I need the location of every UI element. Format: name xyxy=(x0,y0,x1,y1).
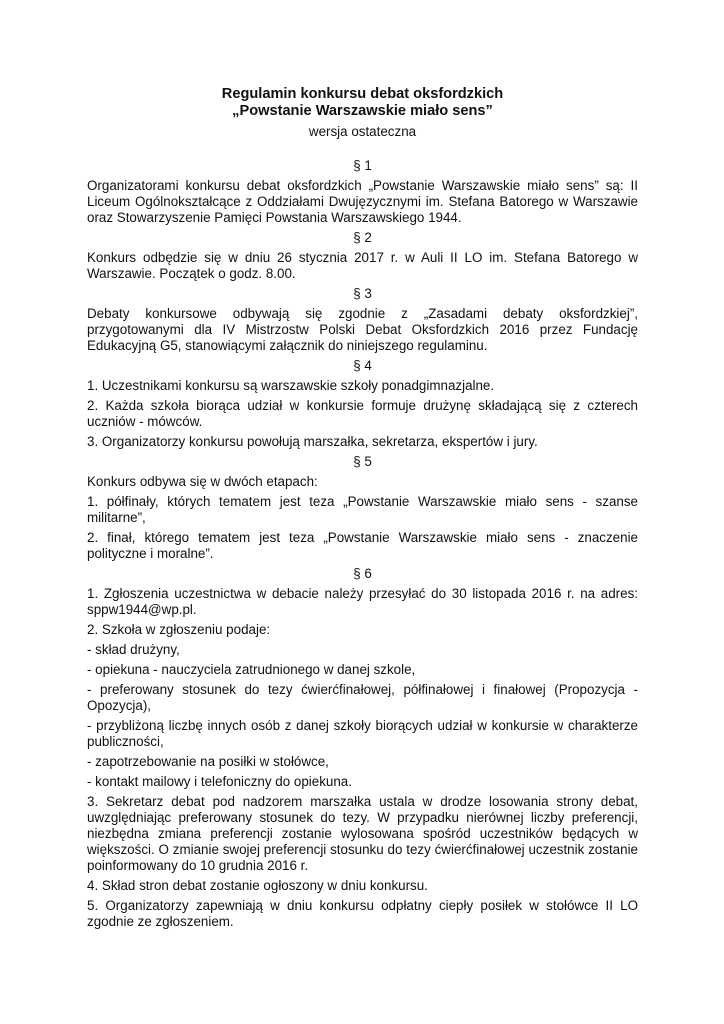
section-heading-6: § 6 xyxy=(353,566,372,581)
section-6-bullet-team: - skład drużyny, xyxy=(87,642,180,657)
section-6-bullet-contact: - kontakt mailowy i telefoniczny do opiekuna. xyxy=(87,774,352,789)
section-heading-2: § 2 xyxy=(353,230,372,245)
section-heading-1: § 1 xyxy=(353,158,372,173)
section-2-paragraph: Konkurs odbędzie się w dniu 26 stycznia 2017 r. w Auli II LO im. Stefana Batorego w Warszawie. Początek o godz. 8.00. xyxy=(87,250,638,281)
section-6-item-2: 2. Szkoła w zgłoszeniu podaje: xyxy=(87,622,271,637)
section-6-item-4: 4. Skład stron debat zostanie ogłoszony w dniu konkursu. xyxy=(87,878,428,893)
document-subtitle: wersja ostateczna xyxy=(308,124,417,139)
section-6-bullet-supervisor: - opiekuna - nauczyciela zatrudnionego w danej szkole, xyxy=(87,662,416,677)
section-heading-3: § 3 xyxy=(353,286,372,301)
section-3-paragraph: Debaty konkursowe odbywają się zgodnie z „Zasadami debaty oksfordzkiej”, przygotowanymi dla IV Mistrzostw Polski Debat Oksfordzkich 2016 przez Fundację Edukacyjną G5, stanowiącymi załącznik do niniejszego regulaminu. xyxy=(87,306,638,353)
section-5-item-2: 2. finał, którego tematem jest teza „Powstanie Warszawskie miało sens - znaczenie polityczne i moralne”. xyxy=(87,530,638,561)
section-6-item-1: 1. Zgłoszenia uczestnictwa w debacie należy przesyłać do 30 listopada 2016 r. na adres: sppw1944@wp.pl. xyxy=(87,586,638,617)
section-1-paragraph: Organizatorami konkursu debat oksfordzkich „Powstanie Warszawskie miało sens” są: II Liceum Ogólnokształcące z Oddziałami Dwujęzycznymi im. Stefana Batorego w Warszawie oraz Stowarzyszenie Pamięci Powstania Warszawskiego 1944. xyxy=(87,178,638,225)
section-4-item-2: 2. Każda szkoła biorąca udział w konkursie formuje drużynę składającą się z czterech uczniów - mówców. xyxy=(87,398,638,429)
section-heading-5: § 5 xyxy=(353,454,372,469)
document-title-line-2: „Powstanie Warszawskie miało sens” xyxy=(232,103,493,119)
section-4-item-1: 1. Uczestnikami konkursu są warszawskie szkoły ponadgimnazjalne. xyxy=(87,378,495,393)
document-title-line-1: Regulamin konkursu debat oksfordzkich xyxy=(221,86,504,102)
section-6-bullet-preference: - preferowany stosunek do tezy ćwierćfinałowej, półfinałowej i finałowej (Propozycja - Opozycja), xyxy=(87,682,638,713)
section-5-item-1: 1. półfinały, których tematem jest teza „Powstanie Warszawskie miało sens - szanse militarne”, xyxy=(87,494,638,525)
section-4-item-3: 3. Organizatorzy konkursu powołują marszałka, sekretarza, ekspertów i jury. xyxy=(87,434,538,449)
section-6-bullet-meals: - zapotrzebowanie na posiłki w stołówce, xyxy=(87,754,329,769)
section-heading-4: § 4 xyxy=(353,358,372,373)
section-6-item-3: 3. Sekretarz debat pod nadzorem marszałka ustala w drodze losowania strony debat, uwzględniając preferowany stosunek do tezy. W przypadku nierównej liczby preferencji, niezbędna zmiana preferencji zostanie wylosowana spośród uczestników będących w większości. O zmianie swojej preferencji stosunku do tezy ćwierćfinałowej uczestnik zostanie poinformowany do 10 grudnia 2016 r. xyxy=(87,794,638,873)
section-5-intro: Konkurs odbywa się w dwóch etapach: xyxy=(87,474,318,489)
section-6-bullet-audience: - przybliżoną liczbę innych osób z danej szkoły biorących udział w konkursie w charakterze publiczności, xyxy=(87,718,638,749)
section-6-item-5: 5. Organizatorzy zapewniają w dniu konkursu odpłatny ciepły posiłek w stołówce II LO zgodnie ze zgłoszeniem. xyxy=(87,898,638,929)
document-page xyxy=(87,86,638,934)
